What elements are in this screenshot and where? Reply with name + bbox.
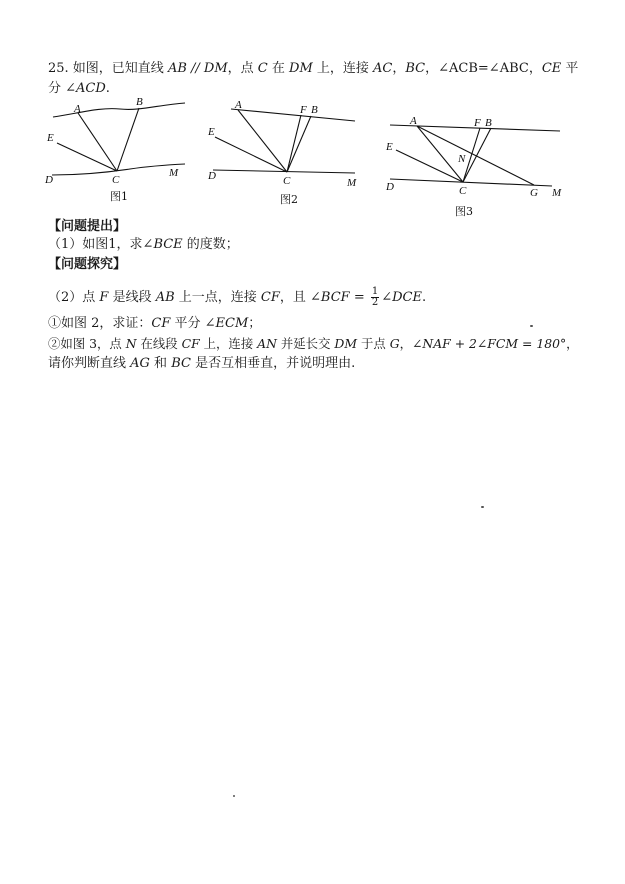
segment-ac	[417, 126, 463, 182]
question-text: ；	[248, 316, 262, 331]
problem-text: ，	[392, 61, 406, 76]
question-text: .	[422, 290, 427, 305]
figure-2-caption: 图2	[280, 193, 298, 206]
math-angle-bcf: ∠BCF	[310, 290, 350, 305]
question-text: 请你判断直线	[48, 356, 131, 371]
question-text: 并延长交	[276, 336, 335, 351]
question-text: 平分	[170, 316, 205, 331]
question-text: 是否互相垂直，并说明理由.	[190, 356, 356, 371]
label-b: B	[485, 117, 492, 129]
label-n: N	[458, 153, 466, 165]
fraction-numerator: 1	[371, 286, 379, 297]
label-e: E	[47, 132, 54, 144]
label-g: G	[530, 187, 538, 199]
math-angle-condition: ∠NAF + 2∠FCM = 180°	[412, 336, 567, 351]
subquestion-2-continued	[48, 355, 355, 373]
label-d: D	[45, 174, 53, 186]
problem-text: 上，连接	[312, 61, 374, 76]
figure-2	[205, 97, 365, 216]
scan-speck	[233, 795, 235, 797]
figure-3-caption: 图3	[455, 205, 473, 218]
ray-ce	[215, 137, 287, 172]
question-text: ，且	[279, 290, 311, 305]
problem-text: 25. 如图，已知直线	[48, 61, 168, 76]
fraction-denominator: 2	[371, 297, 379, 308]
label-m: M	[552, 187, 562, 199]
math-bc: BC	[405, 61, 426, 76]
math-g: G	[389, 336, 400, 351]
figure-1-caption: 图1	[110, 190, 128, 203]
label-b: B	[136, 96, 143, 108]
label-f: F	[300, 104, 307, 116]
question-text: 上一点，连接	[174, 290, 261, 305]
label-d: D	[386, 181, 394, 193]
line-dm	[390, 179, 552, 186]
math-equals: =	[349, 290, 369, 305]
label-c: C	[283, 175, 291, 187]
question-text: 是线段	[108, 290, 156, 305]
question-text: 在线段	[136, 336, 182, 351]
label-e: E	[208, 126, 215, 138]
label-d: D	[208, 170, 216, 182]
question-text: 和	[149, 356, 172, 371]
question-text: 的度数；	[182, 237, 239, 252]
question-text: 于点	[357, 336, 390, 351]
label-m: M	[169, 167, 179, 179]
math-an: AN	[257, 336, 277, 351]
math-ab-parallel-dm: AB // DM	[167, 61, 228, 76]
label-a: A	[410, 115, 417, 127]
label-f: F	[474, 117, 481, 129]
label-e: E	[386, 141, 393, 153]
label-b: B	[311, 104, 318, 116]
figure-1	[40, 95, 200, 214]
question-text: ，	[566, 336, 579, 351]
math-ab: AB	[155, 290, 175, 305]
math-dm: DM	[289, 61, 313, 76]
segment-ag	[417, 126, 534, 185]
math-cf: CF	[260, 290, 280, 305]
scan-speck	[481, 506, 484, 508]
label-m: M	[347, 177, 357, 189]
problem-text: ，点	[227, 61, 258, 76]
problem-text: 在	[267, 61, 290, 76]
question-text: ①如图 2，求证：	[48, 316, 152, 331]
math-f: F	[99, 290, 109, 305]
question-text: ，	[399, 336, 412, 351]
math-cf: CF	[181, 336, 200, 351]
scan-speck	[530, 325, 533, 327]
ray-ce	[396, 150, 463, 182]
math-n: N	[125, 336, 137, 351]
line-ab	[53, 103, 185, 117]
math-angle-acd: ∠ACD	[65, 81, 106, 96]
math-ac: AC	[373, 61, 393, 76]
question-text: （1）如图1，求	[48, 237, 143, 252]
figure-1-diagram	[40, 95, 200, 210]
figure-3	[382, 112, 572, 226]
label-a: A	[235, 99, 242, 111]
question-text: 上，连接	[199, 336, 258, 351]
label-c: C	[459, 185, 467, 197]
math-cf: CF	[151, 316, 171, 331]
label-c: C	[112, 174, 120, 186]
math-dm: DM	[334, 336, 358, 351]
figure-2-diagram	[205, 97, 365, 212]
subquestion-2	[48, 335, 579, 353]
question-text: ②如图 3，点	[48, 336, 126, 351]
section-heading-explore: 【问题探究】	[48, 257, 127, 272]
math-bc: BC	[171, 356, 191, 371]
segment-ac	[238, 110, 287, 172]
math-ce: CE	[541, 61, 562, 76]
subquestion-1	[48, 315, 261, 333]
fraction-one-half	[371, 287, 379, 308]
question-text: （2）点	[48, 290, 100, 305]
math-angle-ecm: ∠ECM	[204, 316, 249, 331]
math-ag: AG	[130, 356, 150, 371]
problem-line-1	[48, 60, 578, 78]
problem-text: .	[105, 81, 110, 96]
line-ab	[231, 109, 355, 121]
math-c: C	[257, 61, 268, 76]
section-heading-pose: 【问题提出】	[48, 219, 127, 234]
question-2	[48, 287, 426, 308]
segment-bc	[117, 108, 139, 171]
label-a: A	[74, 103, 81, 115]
problem-text: 分	[48, 81, 66, 96]
problem-text: 平	[561, 61, 579, 76]
math-angle-dce: ∠DCE	[381, 290, 422, 305]
problem-text: ，∠ACB=∠ABC，	[425, 61, 542, 76]
math-angle-bce: ∠BCE	[142, 237, 183, 252]
question-1	[48, 236, 239, 254]
figure-3-diagram	[382, 112, 572, 222]
